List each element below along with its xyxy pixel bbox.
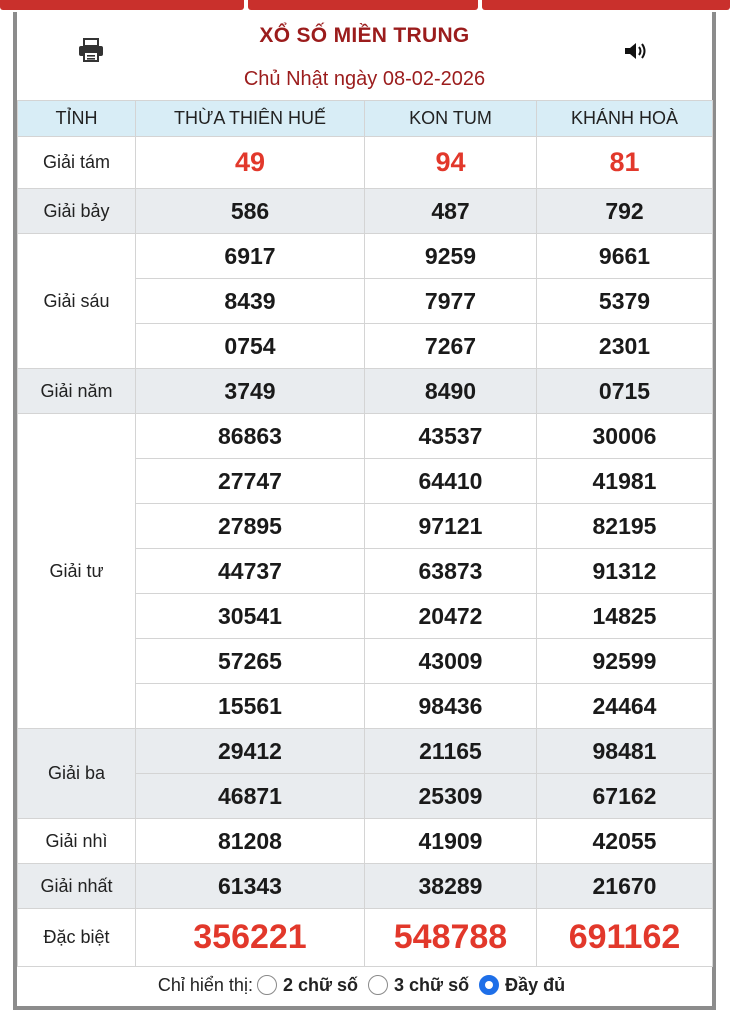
prize-value: 44737 [136,549,365,594]
page-title: XỔ SỐ MIỀN TRUNG [259,24,470,47]
radio-3-digits[interactable] [368,975,388,995]
prize-value: 91312 [537,549,713,594]
filter-option-label: Đầy đủ [505,974,566,995]
prize-value: 24464 [537,684,713,729]
prize-value: 25309 [365,774,537,819]
prize-value: 64410 [365,459,537,504]
tab-2[interactable] [248,0,478,10]
col-header-khanhhoa: KHÁNH HOÀ [537,101,713,137]
filter-prefix: Chỉ hiển thị: [157,974,253,995]
prize-value: 7977 [365,279,537,324]
col-header-province: TỈNH [18,101,136,137]
special-prize-value: 548788 [365,909,537,967]
prize-value: 29412 [136,729,365,774]
prize-value: 94 [365,137,537,189]
prize-value: 9661 [537,234,713,279]
prize-label-g8: Giải tám [18,137,136,189]
prize-value: 92599 [537,639,713,684]
prize-value: 9259 [365,234,537,279]
prize-label-g5: Giải năm [18,369,136,414]
prize-value: 0715 [537,369,713,414]
top-tab-strip [0,0,730,12]
prize-value: 41909 [365,819,537,864]
filter-option-label: 3 chữ số [394,974,470,995]
prize-label-g6: Giải sáu [18,234,136,369]
prize-label-g7: Giải bảy [18,189,136,234]
prize-label-g4: Giải tư [18,414,136,729]
prize-value: 41981 [537,459,713,504]
table-header-row [18,101,713,137]
prize-value: 86863 [136,414,365,459]
prize-value: 97121 [365,504,537,549]
prize-value: 21165 [365,729,537,774]
prize-value: 27747 [136,459,365,504]
draw-date: Chủ Nhật ngày 08-02-2026 [243,68,486,90]
speaker-icon[interactable] [621,38,651,64]
table-row [18,414,713,459]
prize-value: 67162 [537,774,713,819]
prize-value: 15561 [136,684,365,729]
special-prize-value: 356221 [136,909,365,967]
prize-value: 81 [537,137,713,189]
prize-value: 8439 [136,279,365,324]
col-header-kontum: KON TUM [365,101,537,137]
prize-label-g1: Giải nhất [18,864,136,909]
prize-value: 487 [365,189,537,234]
tab-3[interactable] [482,0,730,10]
results-table [17,100,713,967]
prize-value: 21670 [537,864,713,909]
prize-value: 43009 [365,639,537,684]
prize-value: 792 [537,189,713,234]
radio-full[interactable] [479,975,499,995]
prize-value: 0754 [136,324,365,369]
col-header-hue: THỪA THIÊN HUẾ [136,101,365,137]
special-prize-value: 691162 [537,909,713,967]
radio-2-digits[interactable] [257,975,277,995]
prize-label-g2: Giải nhì [18,819,136,864]
prize-value: 46871 [136,774,365,819]
prize-value: 3749 [136,369,365,414]
table-row [18,729,713,774]
prize-value: 2301 [537,324,713,369]
tab-1[interactable] [0,0,244,10]
prize-value: 42055 [537,819,713,864]
table-row [18,819,713,864]
table-row [18,234,713,279]
prize-value: 14825 [537,594,713,639]
prize-value: 7267 [365,324,537,369]
prize-value: 27895 [136,504,365,549]
prize-value: 98436 [365,684,537,729]
results-header [17,12,712,100]
prize-value: 6917 [136,234,365,279]
results-panel [13,12,716,1010]
filter-option-full[interactable] [479,975,571,996]
table-row [18,369,713,414]
prize-value: 5379 [537,279,713,324]
prize-value: 61343 [136,864,365,909]
prize-value: 43537 [365,414,537,459]
filter-option-2-digits[interactable] [257,975,364,996]
prize-value: 8490 [365,369,537,414]
table-row [18,909,713,967]
filter-option-3-digits[interactable] [368,975,475,996]
prize-value: 20472 [365,594,537,639]
prize-value: 57265 [136,639,365,684]
table-row [18,864,713,909]
filter-option-label: 2 chữ số [282,974,359,995]
prize-value: 81208 [136,819,365,864]
prize-value: 98481 [537,729,713,774]
prize-value: 30541 [136,594,365,639]
table-row [18,189,713,234]
prize-value: 63873 [365,549,537,594]
prize-value: 30006 [537,414,713,459]
table-row [18,137,713,189]
prize-value: 586 [136,189,365,234]
prize-value: 49 [136,137,365,189]
prize-label-g3: Giải ba [18,729,136,819]
display-filter [17,964,712,1006]
prize-value: 38289 [365,864,537,909]
prize-label-special: Đặc biệt [18,909,136,967]
prize-value: 82195 [537,504,713,549]
